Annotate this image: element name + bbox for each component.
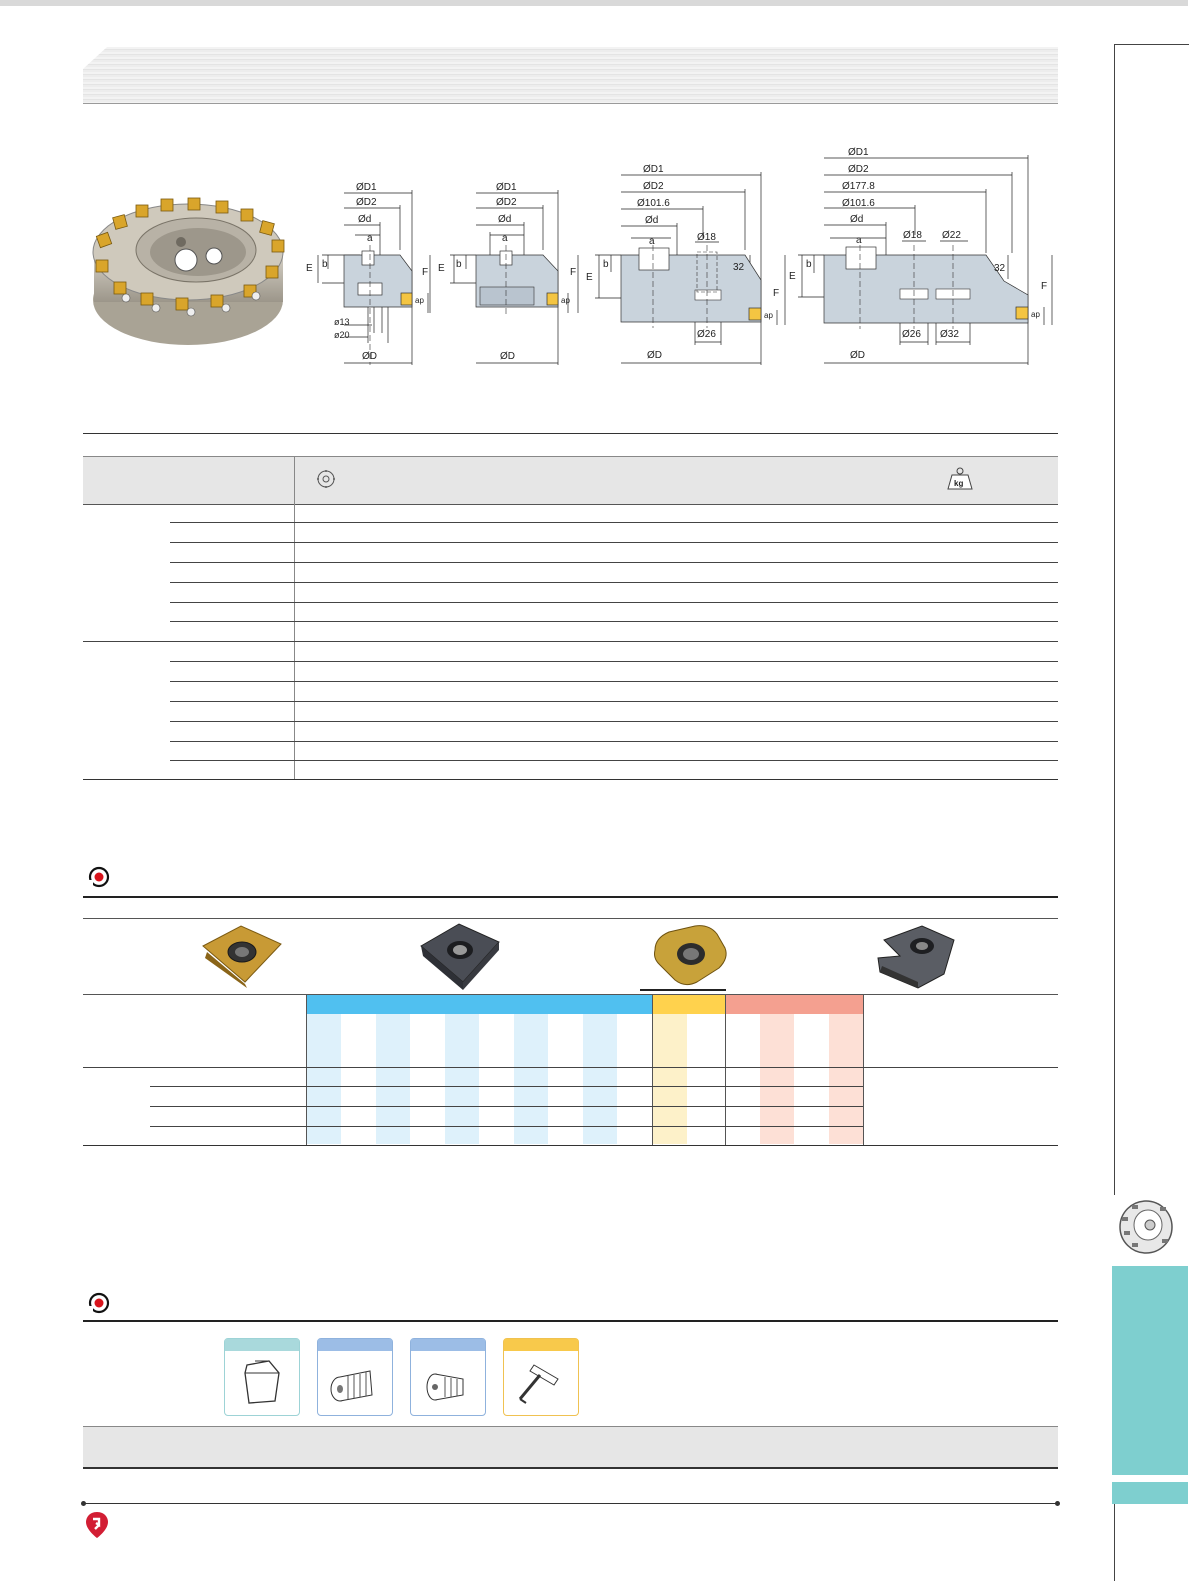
label-b: b: [456, 259, 462, 270]
clamp-screw-icon: [318, 1351, 392, 1413]
table-row: [150, 1106, 863, 1107]
label-d2: ØD2: [848, 164, 869, 175]
table-row: [170, 562, 1058, 563]
label-b: b: [603, 259, 609, 270]
table-row: [170, 542, 1058, 543]
grade-column: [829, 1014, 863, 1144]
label-b: b: [806, 259, 812, 270]
label-d22: Ø22: [942, 230, 961, 241]
header-banner: [83, 47, 1058, 104]
label-d177: Ø177.8: [842, 181, 875, 192]
dimension-diagram-2: [440, 175, 590, 370]
label-dd: ØD: [362, 351, 377, 362]
insert-table-col-divider: [306, 995, 307, 1145]
section-divider: [83, 433, 1058, 434]
table-row: [170, 681, 1058, 682]
screw-part-card: [410, 1338, 486, 1416]
label-d20: ø20: [334, 330, 350, 340]
weight-icon: [946, 467, 974, 491]
clamp-screw-part-card: [317, 1338, 393, 1416]
label-f: F: [422, 267, 429, 278]
label-d2: ØD2: [643, 181, 664, 192]
table-group-divider: [83, 641, 1058, 642]
spec-table-header: [83, 456, 1058, 505]
page-marker-icon[interactable]: [84, 1510, 110, 1540]
label-32: 32: [733, 262, 745, 273]
label-dd: ØD: [500, 351, 515, 362]
label-ap: ap: [415, 296, 424, 305]
insert-table-header-bottom: [83, 1067, 1058, 1068]
label-d: Ød: [645, 215, 659, 226]
table-row: [170, 602, 1058, 603]
label-d2: ØD2: [496, 197, 517, 208]
grade-column: [583, 1014, 617, 1144]
grade-column: [760, 1014, 794, 1144]
label-f: F: [1041, 281, 1048, 292]
label-e: E: [586, 272, 593, 283]
grade-band-yellow: [653, 995, 725, 1014]
parts-table-header: [83, 1426, 1058, 1469]
label-dd: ØD: [647, 350, 662, 361]
label-a: a: [856, 235, 862, 246]
label-b: b: [322, 259, 328, 270]
table-row: [170, 621, 1058, 622]
table-row: [150, 1086, 863, 1087]
label-ap: ap: [561, 296, 570, 305]
table-row: [170, 582, 1058, 583]
label-d101: Ø101.6: [842, 198, 875, 209]
insert-table-col-divider: [725, 995, 726, 1145]
cutter-photo: [86, 190, 291, 350]
label-d18: Ø18: [903, 230, 922, 241]
section-rule: [83, 896, 1058, 898]
insert-highlight-mark: [640, 989, 726, 991]
dimension-diagram-1: [300, 175, 450, 370]
table-row: [170, 522, 1058, 523]
insert-table-col-divider: [863, 995, 864, 1145]
label-e: E: [438, 263, 445, 274]
grade-column: [376, 1014, 410, 1144]
label-ap: ap: [1031, 310, 1040, 319]
insert-table-col-divider: [652, 995, 653, 1145]
dimension-diagram-3: [585, 150, 800, 370]
target-icon: [88, 866, 110, 888]
cutter-thumbnail-icon: [1116, 1197, 1176, 1255]
footer-rule-end-dot: [1055, 1501, 1060, 1506]
label-d18: Ø18: [697, 232, 716, 243]
label-e: E: [306, 263, 313, 274]
weight-icon-label: kg: [954, 479, 964, 488]
label-d1: ØD1: [643, 164, 664, 175]
label-f: F: [570, 267, 577, 278]
label-d101: Ø101.6: [637, 198, 670, 209]
target-icon: [88, 1292, 110, 1314]
side-tab-secondary[interactable]: [1112, 1482, 1188, 1504]
wrench-part-card: [503, 1338, 579, 1416]
table-row: [170, 741, 1058, 742]
side-tab-active[interactable]: [1112, 1266, 1188, 1475]
insert-dark-square: [415, 920, 505, 990]
label-d: Ød: [850, 214, 864, 225]
label-d26: Ø26: [902, 329, 921, 340]
wrench-icon: [504, 1351, 578, 1413]
label-32: 32: [994, 263, 1006, 274]
label-d32: Ø32: [940, 329, 959, 340]
top-bar: [0, 0, 1188, 6]
table-bottom: [83, 779, 1058, 780]
label-a: a: [502, 233, 508, 244]
insert-table-bottom: [83, 1145, 1058, 1146]
grade-column: [653, 1014, 687, 1144]
insert-dark-wiper: [870, 920, 960, 990]
footer-rule: [83, 1503, 1058, 1504]
label-ap: ap: [764, 311, 773, 320]
insert-icon: [225, 1351, 299, 1413]
label-d2: ØD2: [356, 197, 377, 208]
table-row: [170, 721, 1058, 722]
table-row: [170, 701, 1058, 702]
grade-band-cyan: [307, 995, 652, 1014]
label-a: a: [649, 236, 655, 247]
dimension-diagram-4: [790, 145, 1065, 370]
footer-rule-end-dot: [81, 1501, 86, 1506]
grade-band-salmon: [726, 995, 863, 1014]
insert-gold-round-square: [645, 922, 735, 988]
grade-column: [514, 1014, 548, 1144]
spec-table-col-divider: [294, 456, 295, 780]
label-d1: ØD1: [496, 182, 517, 193]
label-d13: ø13: [334, 317, 350, 327]
label-d1: ØD1: [848, 147, 869, 158]
side-tab-frame: [1114, 44, 1189, 1195]
inserts-top-line: [83, 918, 1058, 919]
table-row: [170, 661, 1058, 662]
grade-column: [445, 1014, 479, 1144]
table-row: [150, 1126, 863, 1127]
insert-part-card: [224, 1338, 300, 1416]
label-d: Ød: [358, 214, 372, 225]
screw-icon: [411, 1351, 485, 1413]
grade-column: [307, 1014, 341, 1144]
side-tab-line: [1114, 1504, 1115, 1581]
label-dd: ØD: [850, 350, 865, 361]
insert-gold-square: [195, 922, 285, 988]
label-e: E: [789, 271, 796, 282]
label-a: a: [367, 233, 373, 244]
pitch-icon: [316, 469, 336, 489]
section-rule: [83, 1320, 1058, 1322]
label-d1: ØD1: [356, 182, 377, 193]
label-f: F: [773, 288, 780, 299]
label-d26: Ø26: [697, 329, 716, 340]
label-d: Ød: [498, 214, 512, 225]
table-row: [170, 760, 1058, 761]
